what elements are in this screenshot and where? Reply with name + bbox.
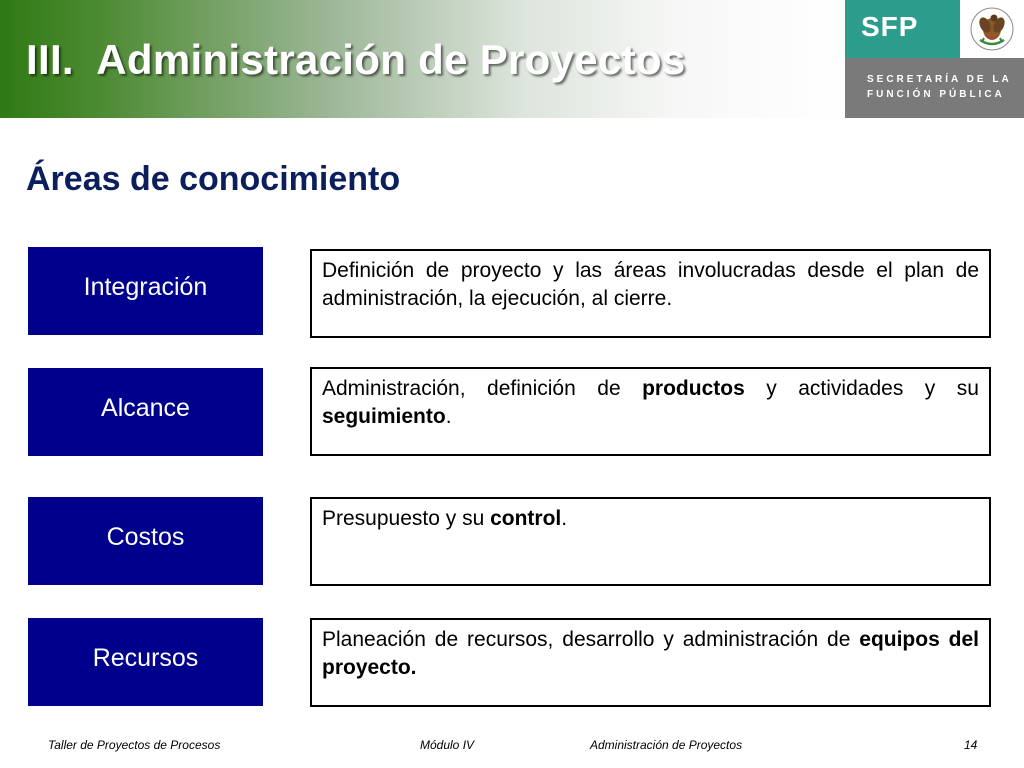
footer-module: Módulo IV [420,738,475,752]
description-box-alcance [310,367,991,456]
area-label: Costos [106,522,185,551]
mexican-coat-of-arms-icon [960,0,1024,58]
area-label: Recursos [92,643,199,672]
area-box-costos [28,497,263,585]
description-text: Administración, definición de [322,377,643,400]
footer-course-name: Taller de Proyectos de Procesos [48,738,221,752]
description-bold-text: control [490,507,562,530]
description-text: . [445,405,452,428]
area-box-alcance [28,368,263,456]
description-bold-text: seguimiento [322,405,446,428]
section-title: Áreas de conocimiento [26,160,401,198]
sfp-logo-teal-block [845,0,960,58]
sfp-name-line2: FUNCIÓN PÚBLICA [867,89,1005,100]
sfp-logo [845,0,1024,118]
description-text: y actividades y su [744,377,979,400]
description-text: Definición de proyecto y las áreas involucradas desde el plan de administración, la ejecución, al cierre. [322,259,979,310]
area-box-integracion [28,247,263,335]
slide-title: III. Administración de Proyectos [26,36,686,83]
description-text: Planeación de recursos, desarrollo y administración de [322,628,860,651]
area-label: Integración [83,272,208,301]
description-bold-text: productos [642,377,745,400]
footer-topic: Administración de Proyectos [590,738,743,752]
footer-page-number: 14 [964,738,978,752]
area-label: Alcance [101,393,190,422]
description-text: . [561,507,568,530]
area-box-recursos [28,618,263,706]
description-box-costos [310,497,991,586]
header-banner [0,0,845,118]
sfp-name-line1: SECRETARÍA DE LA [867,74,1012,85]
description-box-recursos [310,618,991,707]
description-text: Presupuesto y su [322,507,491,530]
description-bold-text: equipos del proyecto. [322,628,979,679]
description-box-integracion [310,249,991,338]
sfp-acronym: SFP [861,11,919,42]
